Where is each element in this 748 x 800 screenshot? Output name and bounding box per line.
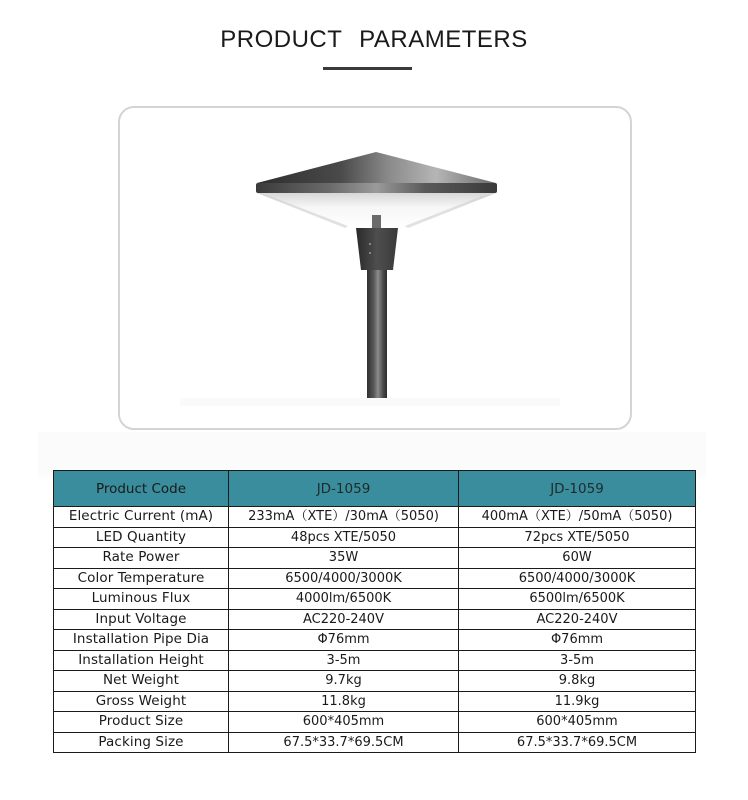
title-underline-divider (323, 67, 412, 70)
table-row (54, 589, 696, 610)
header-label-product-code: Product Code (54, 471, 229, 507)
row-label: Electric Current (mA) (54, 507, 229, 528)
row-value-model-2: Φ76mm (459, 630, 696, 651)
row-value-model-2: 11.9kg (459, 691, 696, 712)
table-row (54, 630, 696, 651)
table-row (54, 507, 696, 528)
row-value-model-1: 11.8kg (229, 691, 459, 712)
product-parameters-table (53, 470, 696, 753)
row-value-model-2: 6500/4000/3000K (459, 568, 696, 589)
table-row (54, 568, 696, 589)
table-row (54, 650, 696, 671)
table-row (54, 732, 696, 753)
row-value-model-1: 9.7kg (229, 671, 459, 692)
row-value-model-1: 4000lm/6500K (229, 589, 459, 610)
row-label: Installation Height (54, 650, 229, 671)
row-label: Net Weight (54, 671, 229, 692)
table-row (54, 527, 696, 548)
row-value-model-1: 48pcs XTE/5050 (229, 527, 459, 548)
row-value-model-2: 9.8kg (459, 671, 696, 692)
row-label: Luminous Flux (54, 589, 229, 610)
street-lamp-image (120, 108, 630, 428)
table-row (54, 712, 696, 733)
row-value-model-1: 35W (229, 548, 459, 569)
row-value-model-1: 3-5m (229, 650, 459, 671)
row-value-model-2: 72pcs XTE/5050 (459, 527, 696, 548)
table-row (54, 548, 696, 569)
row-value-model-1: 6500/4000/3000K (229, 568, 459, 589)
table-row (54, 691, 696, 712)
row-value-model-1: AC220-240V (229, 609, 459, 630)
row-label: Color Temperature (54, 568, 229, 589)
row-label: Installation Pipe Dia (54, 630, 229, 651)
row-value-model-2: 600*405mm (459, 712, 696, 733)
row-value-model-1: 233mA（XTE）/30mA（5050) (229, 507, 459, 528)
header-model-1: JD-1059 (229, 471, 459, 507)
row-value-model-2: AC220-240V (459, 609, 696, 630)
row-value-model-1: Φ76mm (229, 630, 459, 651)
row-label: Packing Size (54, 732, 229, 753)
header-model-2: JD-1059 (459, 471, 696, 507)
row-label: Gross Weight (54, 691, 229, 712)
row-value-model-1: 600*405mm (229, 712, 459, 733)
row-label: Rate Power (54, 548, 229, 569)
row-value-model-2: 400mA（XTE）/50mA（5050) (459, 507, 696, 528)
page-title: PRODUCT PARAMETERS (220, 26, 528, 53)
table-row (54, 671, 696, 692)
row-value-model-2: 3-5m (459, 650, 696, 671)
row-value-model-1: 67.5*33.7*69.5CM (229, 732, 459, 753)
product-image-frame (118, 106, 632, 430)
row-label: Product Size (54, 712, 229, 733)
row-label: LED Quantity (54, 527, 229, 548)
row-value-model-2: 60W (459, 548, 696, 569)
row-value-model-2: 67.5*33.7*69.5CM (459, 732, 696, 753)
table-row (54, 609, 696, 630)
row-label: Input Voltage (54, 609, 229, 630)
row-value-model-2: 6500lm/6500K (459, 589, 696, 610)
table-header-row (54, 471, 696, 507)
